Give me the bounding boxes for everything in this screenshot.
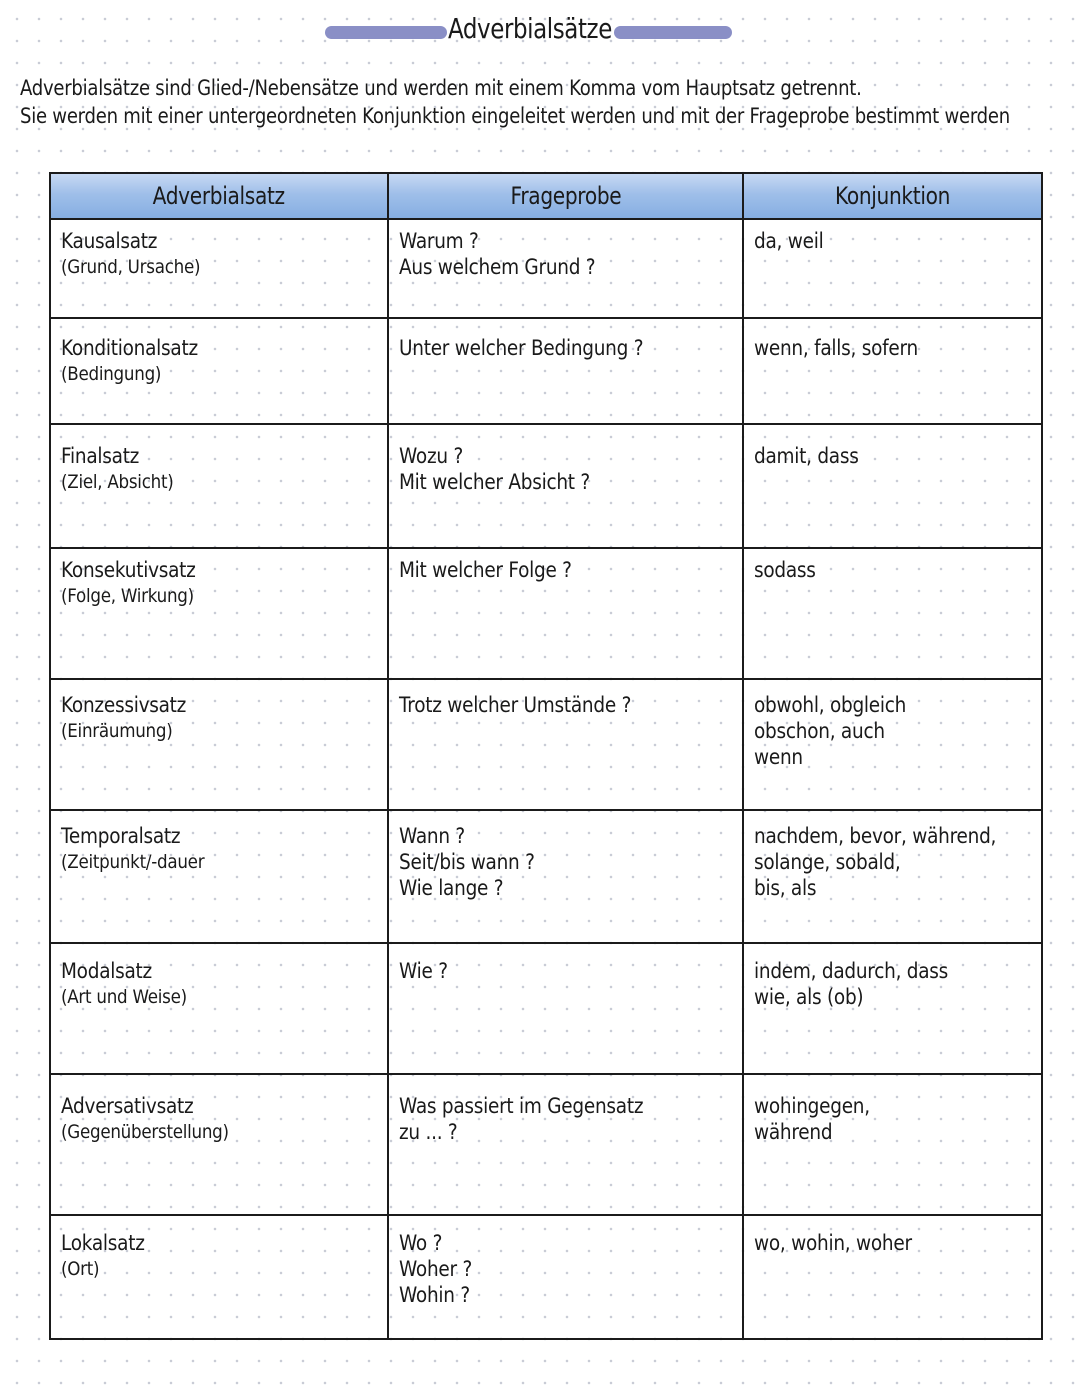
- intro-line-1: Adverbialsätze sind Glied-/Nebensätze und werden mit einem Komma vom Hauptsatz getrennt.: [20, 76, 862, 100]
- clause-description: (Gegenüberstellung): [61, 1121, 229, 1143]
- clause-cell: [50, 943, 388, 1074]
- clause-description: (Folge, Wirkung): [61, 585, 194, 607]
- clause-name: Konsekutivsatz: [61, 558, 196, 582]
- title-decoration-left: [325, 26, 447, 39]
- question-cell: [388, 424, 743, 548]
- clause-cell: [50, 424, 388, 548]
- table-row: [50, 810, 1042, 943]
- intro-text: [20, 74, 1080, 130]
- clause-name: Finalsatz: [61, 444, 140, 468]
- table-row: [50, 219, 1042, 318]
- conjunction-cell: [743, 810, 1042, 943]
- table-row: [50, 1215, 1042, 1339]
- question-cell: [388, 318, 743, 424]
- conjunction-text: wenn, falls, sofern: [754, 336, 918, 360]
- conjunction-text: sodass: [754, 558, 816, 582]
- page-title: Adverbialsätze: [448, 12, 612, 45]
- conjunction-text: nachdem, bevor, während,: [754, 824, 997, 848]
- conjunction-cell: [743, 548, 1042, 679]
- question-text: Wohin ?: [399, 1283, 470, 1307]
- question-cell: [388, 810, 743, 943]
- question-cell: [388, 219, 743, 318]
- clause-cell: [50, 810, 388, 943]
- conjunction-text: wenn: [754, 745, 803, 769]
- conjunction-cell: [743, 1215, 1042, 1339]
- clause-description: (Ziel, Absicht): [61, 471, 174, 493]
- clause-cell: [50, 318, 388, 424]
- conjunction-text: wohingegen,: [754, 1094, 870, 1118]
- clause-description: (Bedingung): [61, 363, 162, 385]
- question-text: Woher ?: [399, 1257, 473, 1281]
- question-text: Mit welcher Folge ?: [399, 558, 572, 582]
- question-text: Unter welcher Bedingung ?: [399, 336, 644, 360]
- question-text: Wie lange ?: [399, 876, 504, 900]
- table-header-row: [50, 173, 1042, 219]
- clause-name: Kausalsatz: [61, 229, 158, 253]
- conjunction-cell: [743, 318, 1042, 424]
- clause-description: (Grund, Ursache): [61, 256, 201, 278]
- conjunction-text: da, weil: [754, 229, 824, 253]
- conjunction-text: wie, als (ob): [754, 985, 864, 1009]
- conjunction-text: indem, dadurch, dass: [754, 959, 949, 983]
- question-text: Seit/bis wann ?: [399, 850, 535, 874]
- table-row: [50, 1074, 1042, 1215]
- conjunction-cell: [743, 943, 1042, 1074]
- table-row: [50, 424, 1042, 548]
- conjunction-text: obschon, auch: [754, 719, 885, 743]
- clause-name: Konditionalsatz: [61, 336, 198, 360]
- question-text: Warum ?: [399, 229, 479, 253]
- question-text: Wo ?: [399, 1231, 443, 1255]
- header-konjunktion: Konjunktion: [743, 173, 1042, 219]
- title-row: [0, 6, 1080, 56]
- question-text: Trotz welcher Umstände ?: [399, 693, 632, 717]
- conjunction-text: damit, dass: [754, 444, 859, 468]
- question-cell: [388, 1074, 743, 1215]
- conjunction-text: bis, als: [754, 876, 817, 900]
- table-row: [50, 679, 1042, 810]
- adverbial-clause-table: [49, 172, 1043, 1340]
- table-row: [50, 318, 1042, 424]
- question-text: Aus welchem Grund ?: [399, 255, 596, 279]
- table-row: [50, 943, 1042, 1074]
- conjunction-cell: [743, 424, 1042, 548]
- title-decoration-right: [614, 26, 732, 39]
- clause-name: Konzessivsatz: [61, 693, 187, 717]
- conjunction-text: obwohl, obgleich: [754, 693, 907, 717]
- question-cell: [388, 1215, 743, 1339]
- clause-description: (Einräumung): [61, 720, 173, 742]
- question-text: Wie ?: [399, 959, 448, 983]
- conjunction-text: wo, wohin, woher: [754, 1231, 912, 1255]
- conjunction-cell: [743, 679, 1042, 810]
- question-text: zu ... ?: [399, 1120, 458, 1144]
- conjunction-cell: [743, 1074, 1042, 1215]
- question-text: Wann ?: [399, 824, 465, 848]
- clause-cell: [50, 548, 388, 679]
- clause-name: Temporalsatz: [61, 824, 181, 848]
- clause-cell: [50, 219, 388, 318]
- table-row: [50, 548, 1042, 679]
- conjunction-text: während: [754, 1120, 833, 1144]
- header-adverbialsatz: Adverbialsatz: [50, 173, 388, 219]
- clause-cell: [50, 1215, 388, 1339]
- clause-name: Lokalsatz: [61, 1231, 145, 1255]
- question-cell: [388, 548, 743, 679]
- intro-line-2: Sie werden mit einer untergeordneten Konjunktion eingeleitet werden und mit der Frageprobe bestimmt werden: [20, 104, 1010, 128]
- conjunction-cell: [743, 219, 1042, 318]
- question-cell: [388, 943, 743, 1074]
- clause-cell: [50, 679, 388, 810]
- clause-description: (Ort): [61, 1258, 100, 1280]
- clause-description: (Art und Weise): [61, 986, 187, 1008]
- clause-name: Adversativsatz: [61, 1094, 194, 1118]
- question-cell: [388, 679, 743, 810]
- question-text: Wozu ?: [399, 444, 464, 468]
- question-text: Mit welcher Absicht ?: [399, 470, 590, 494]
- conjunction-text: solange, sobald,: [754, 850, 901, 874]
- question-text: Was passiert im Gegensatz: [399, 1094, 644, 1118]
- header-frageprobe: Frageprobe: [388, 173, 743, 219]
- clause-name: Modalsatz: [61, 959, 152, 983]
- clause-description: (Zeitpunkt/-dauer: [61, 851, 205, 873]
- clause-cell: [50, 1074, 388, 1215]
